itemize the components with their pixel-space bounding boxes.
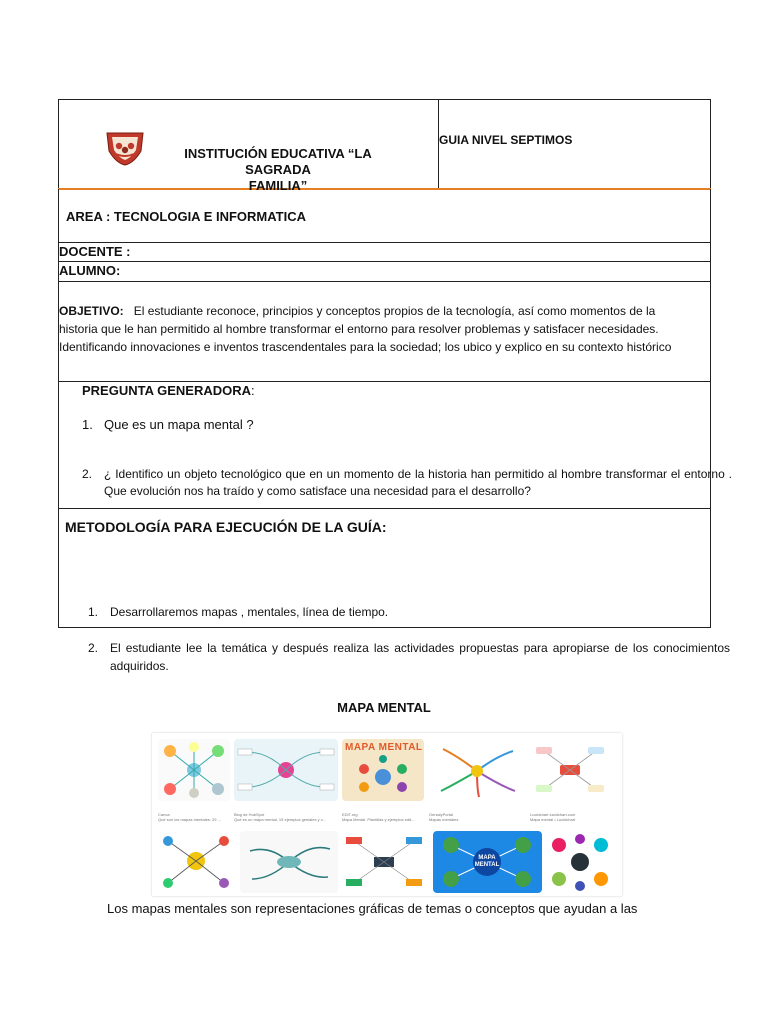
pregunta-item-1-num: 1. [82, 417, 93, 432]
metodologia-item-2-text: El estudiante lee la temática y después realiza las actividades propuestas para apropiarse de los conocimientos adquiridos. [110, 641, 730, 673]
area-label: AREA : TECNOLOGIA E INFORMATICA [66, 209, 307, 224]
institution-name-line2: FAMILIA” [248, 178, 308, 193]
metodologia-item-1 [88, 604, 730, 621]
objetivo-line2: historia que le han permitido al hombre transformar el entorno para resolver problemas y satisfacer necesidades. [59, 322, 659, 336]
institution-name [150, 146, 406, 194]
caption-source: Lucidchart lucidchart.com [530, 812, 576, 817]
caption-source: Canva [158, 812, 170, 817]
pregunta-title [82, 383, 255, 398]
alumno-label: ALUMNO: [59, 263, 121, 278]
objetivo-text [59, 302, 711, 356]
mind-map-thumbnail[interactable] [240, 831, 338, 893]
caption-desc: Qué son los mapas mentales: 29 ... [158, 817, 221, 822]
mind-map-image-grid [152, 733, 622, 896]
docente-row [58, 242, 711, 262]
thumbnail-caption [530, 812, 610, 822]
pregunta-title-colon: : [251, 383, 255, 398]
thumbnail-title: MAPA MENTAL [474, 855, 500, 868]
metodologia-title: METODOLOGÍA PARA EJECUCIÓN DE LA GUÍA: [65, 519, 387, 535]
thumbnail-title: MAPA MENTAL [345, 742, 423, 753]
thumbnail-caption [429, 812, 525, 822]
mind-map-thumbnail[interactable] [547, 831, 613, 893]
metodologia-item-2 [88, 639, 730, 675]
pregunta-item-1-text: Que es un mapa mental ? [104, 417, 254, 432]
mapa-mental-title: MAPA MENTAL [337, 700, 431, 715]
institution-name-line1: INSTITUCIÓN EDUCATIVA “LA SAGRADA [184, 146, 372, 177]
caption-source: Blog de HubSpot [234, 812, 265, 817]
thumbnail-caption [342, 812, 424, 822]
mind-map-thumbnail[interactable] [433, 831, 542, 893]
metodologia-item-1-text: Desarrollaremos mapas , mentales, línea de tiempo. [110, 605, 389, 619]
pregunta-item-2-text: ¿ Identifico un objeto tecnológico que en un momento de la historia han permitido al hombre transformar el entorno . Que evolución nos ha traído y como satisface una necesidad para el desarrollo? [104, 467, 732, 498]
docente-label: DOCENTE : [59, 244, 131, 259]
pregunta-item-2 [82, 466, 732, 500]
caption-desc: Mapas mentales [429, 817, 459, 822]
objetivo-label: OBJETIVO: [59, 304, 124, 318]
caption-desc: Qué es un mapa mental, 15 ejemplos geniales y c... [234, 817, 327, 822]
mind-map-thumbnail[interactable] [158, 831, 234, 893]
mind-map-thumbnail[interactable] [342, 831, 426, 893]
objetivo-line1: El estudiante reconoce, principios y conceptos propios de la tecnología, así como momentos de la [133, 304, 656, 318]
caption-desc: Mapa mental • Lucidchart [530, 817, 576, 822]
thumbnail-caption [234, 812, 338, 822]
mind-map-thumbnail[interactable] [530, 739, 610, 801]
pregunta-item-2-num: 2. [82, 467, 93, 481]
mind-map-thumbnail[interactable] [158, 739, 230, 801]
institution-logo [104, 129, 146, 167]
thumbnail-caption [158, 812, 230, 822]
pregunta-item-1 [82, 417, 724, 432]
caption-source: EDIT.org [342, 812, 358, 817]
guide-level: GUIA NIVEL SEPTIMOS [439, 133, 573, 147]
caption-desc: Mapa Mental. Plantillas y ejemplos edit... [342, 817, 415, 822]
pregunta-title-text: PREGUNTA GENERADORA [82, 383, 252, 398]
mapa-mental-body: Los mapas mentales son representaciones gráficas de temas o conceptos que ayudan a las [107, 901, 638, 916]
mind-map-thumbnail[interactable] [342, 739, 424, 801]
mind-map-thumbnail[interactable] [234, 739, 338, 801]
objetivo-line3: Identificando innovaciones e inventos trascendentales para la sociedad; los ubico y explico en su contexto histórico [59, 340, 672, 354]
alumno-row [58, 261, 711, 282]
caption-source: GenialyPortal [429, 812, 454, 817]
metodologia-item-1-num: 1. [88, 605, 99, 619]
mind-map-thumbnail[interactable] [429, 739, 525, 801]
metodologia-item-2-num: 2. [88, 641, 99, 655]
